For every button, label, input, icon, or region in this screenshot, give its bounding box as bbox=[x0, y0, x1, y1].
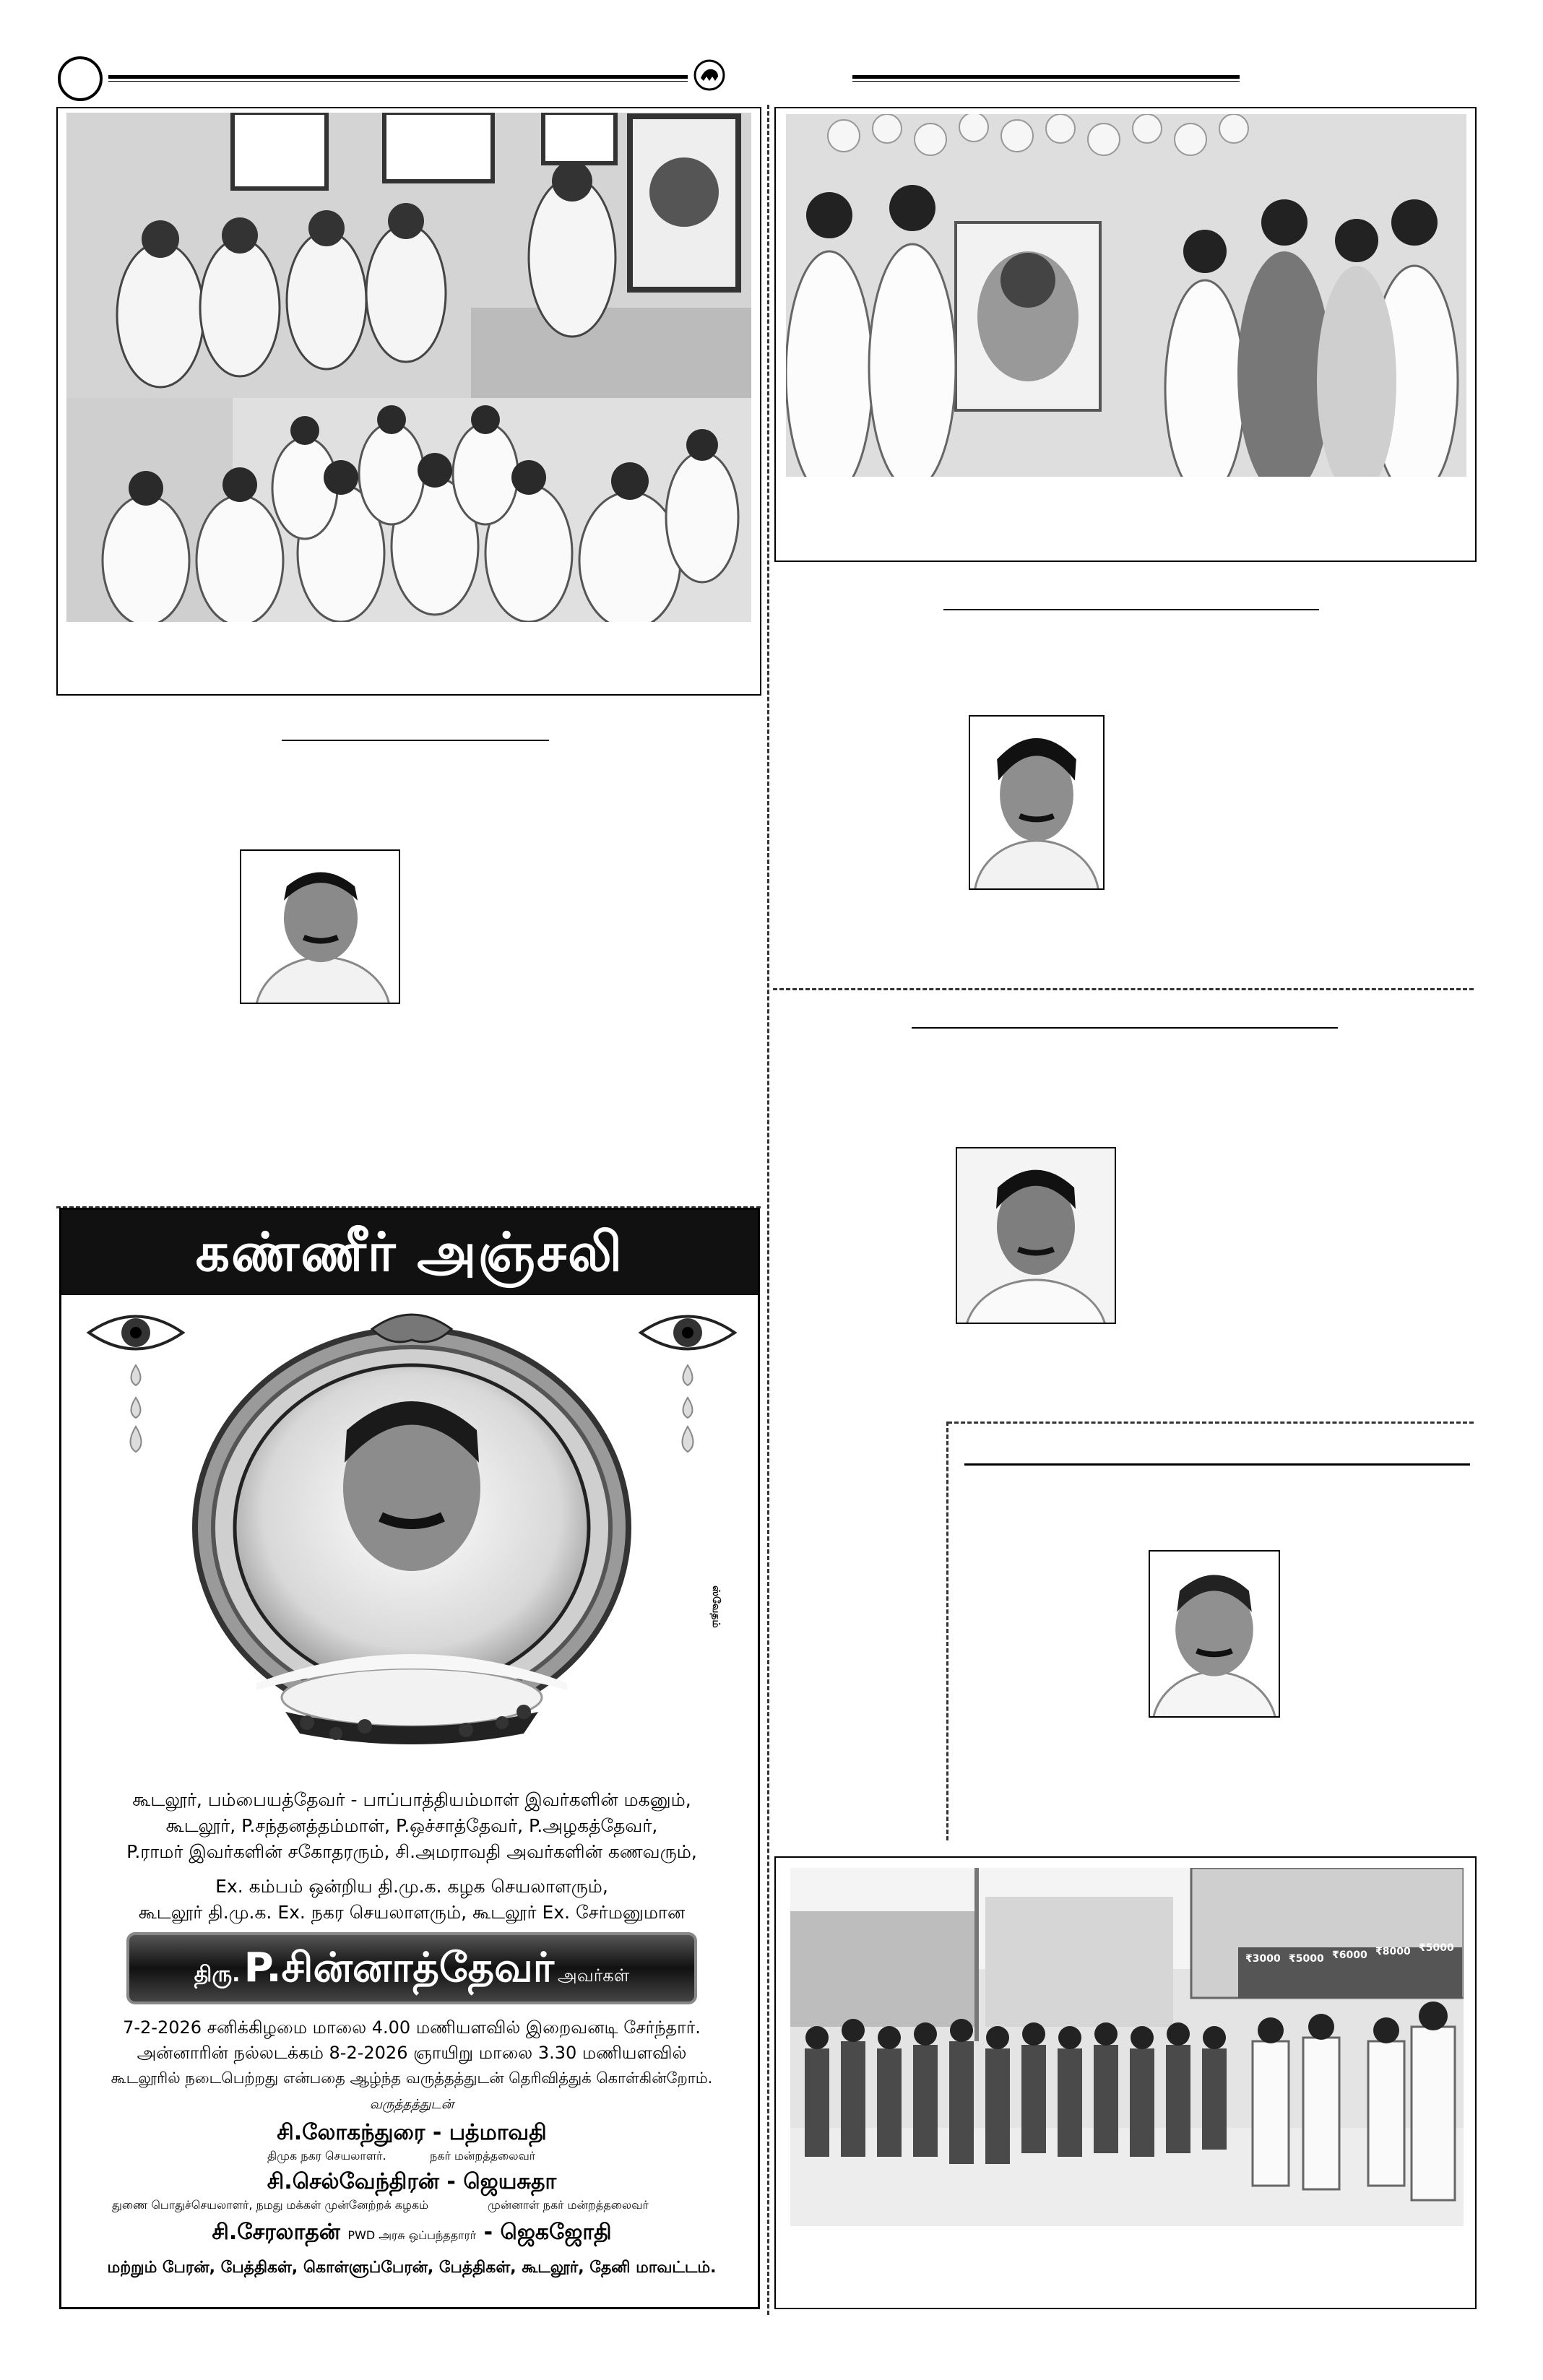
right-eye-icon bbox=[634, 1307, 742, 1459]
headline-rule-1 bbox=[282, 740, 549, 741]
portrait-1 bbox=[240, 849, 400, 1004]
page-number-circle bbox=[58, 56, 103, 101]
deceased-name: P.சின்னாத்தேவர் bbox=[243, 1944, 554, 1991]
banner-amount-3: ₹6000 bbox=[1332, 1950, 1367, 1961]
role-line-2: கூடலூர் தி.மு.க. Ex. நகர செயலாளரும், கூடலூர் Ex. சேர்மனுமான bbox=[138, 1902, 686, 1923]
signatory-2-role: துணை பொதுச்செயலாளர், நமது மக்கள் முன்னேற்றக் கழகம் bbox=[112, 2198, 428, 2212]
name-suffix: அவர்கள் bbox=[558, 1965, 630, 1986]
signatory-3: சி.சேரலாதன் PWD அரசு ஒப்பந்ததாரர் - ஜெகஜோதி bbox=[212, 2220, 612, 2245]
grief-label: வருத்தத்துடன் bbox=[369, 2097, 454, 2112]
announce-line: கூடலூரில் நடைபெற்றது என்பதை ஆழ்ந்த வருத்தத்துடன் தெரிவித்துக் கொள்கின்றோம். bbox=[111, 2069, 713, 2087]
masthead-logo-icon bbox=[693, 59, 725, 91]
banner-amount-1: ₹3000 bbox=[1245, 1953, 1281, 1965]
signatory-3-spouse: ஜெகஜோதி bbox=[500, 2220, 612, 2245]
section-divider-4 bbox=[946, 1421, 948, 1840]
signatory-3-role: PWD அரசு ஒப்பந்ததாரர் bbox=[347, 2228, 477, 2242]
siblings-line-1: கூடலூர், P.சந்தனத்தம்மாள், P.ஒச்சாத்தேவர், P.அழகத்தேவர், bbox=[165, 1815, 658, 1836]
header-rule-left bbox=[108, 75, 688, 79]
obituary-advert bbox=[59, 1208, 760, 2309]
tribute-photo bbox=[786, 114, 1466, 477]
section-divider-3 bbox=[948, 1421, 1474, 1424]
run-event-photo bbox=[790, 1868, 1464, 2226]
role-line-1: Ex. கம்பம் ஒன்றிய தி.மு.க. கழக செயலாளரும், bbox=[215, 1876, 608, 1897]
left-eye-icon bbox=[82, 1307, 190, 1459]
headline-rule-2 bbox=[943, 609, 1319, 610]
header-rule-right bbox=[852, 75, 1240, 79]
portrait-2 bbox=[969, 715, 1105, 890]
funeral-line: அன்னாரின் நல்லடக்கம் 8-2-2026 ஞாயிறு மாலை 3.30 மணியளவில் bbox=[137, 2043, 687, 2063]
signatory-1-spouse-role: நகர் மன்றத்தலைவர் bbox=[430, 2149, 536, 2163]
banner-amount-4: ₹8000 bbox=[1375, 1946, 1411, 1957]
signatory-2: சி.செல்வேந்திரன் - ஜெயசுதா bbox=[267, 2169, 557, 2194]
portrait-3 bbox=[956, 1147, 1116, 1324]
signatory-1: சி.லோகந்துரை - பத்மாவதி bbox=[277, 2120, 547, 2145]
signatory-2-spouse-role: முன்னாள் நகர் மன்றத்தலைவர் bbox=[488, 2198, 649, 2212]
studio-mark: ஸ்வேதம் bbox=[710, 1585, 722, 1628]
headline-rule-4 bbox=[964, 1463, 1470, 1466]
memorial-portrait-frame bbox=[177, 1307, 647, 1762]
headline-rule-3 bbox=[912, 1027, 1338, 1029]
signatory-1-role: திமுக நகர செயலாளர். bbox=[267, 2149, 386, 2163]
column-divider bbox=[767, 105, 769, 2315]
parents-line: கூடலூர், பம்பையத்தேவர் - பாப்பாத்தியம்மாள் இவர்களின் மகனும், bbox=[132, 1789, 691, 1810]
header-rule-right-thin bbox=[852, 81, 1240, 82]
deceased-name-banner bbox=[126, 1932, 697, 2004]
name-prefix: திரு. bbox=[194, 1962, 241, 1987]
section-divider-1 bbox=[773, 988, 1474, 990]
header-rule-left-thin bbox=[108, 81, 688, 82]
banner-amount-2: ₹5000 bbox=[1289, 1953, 1324, 1965]
death-line: 7-2-2026 சனிக்கிழமை மாலை 4.00 மணியளவில் இறைவனடி சேர்ந்தார். bbox=[123, 2017, 701, 2038]
family-line: மற்றும் பேரன், பேத்திகள், கொள்ளுப்பேரன், பேத்திகள், கூடலூர், தேனி மாவட்டம். bbox=[107, 2259, 717, 2277]
signatory-3-name: சி.சேரலாதன் bbox=[212, 2220, 340, 2245]
obituary-heading: கண்ணீர் அஞ்சலி bbox=[61, 1210, 758, 1295]
siblings-line-2: P.ராமர் இவர்களின் சகோதரரும், சி.அமராவதி அவர்களின் கணவரும், bbox=[126, 1841, 697, 1862]
banner-amount-5: ₹5000 bbox=[1419, 1942, 1454, 1954]
meeting-photo bbox=[66, 113, 751, 622]
portrait-4 bbox=[1149, 1550, 1280, 1718]
